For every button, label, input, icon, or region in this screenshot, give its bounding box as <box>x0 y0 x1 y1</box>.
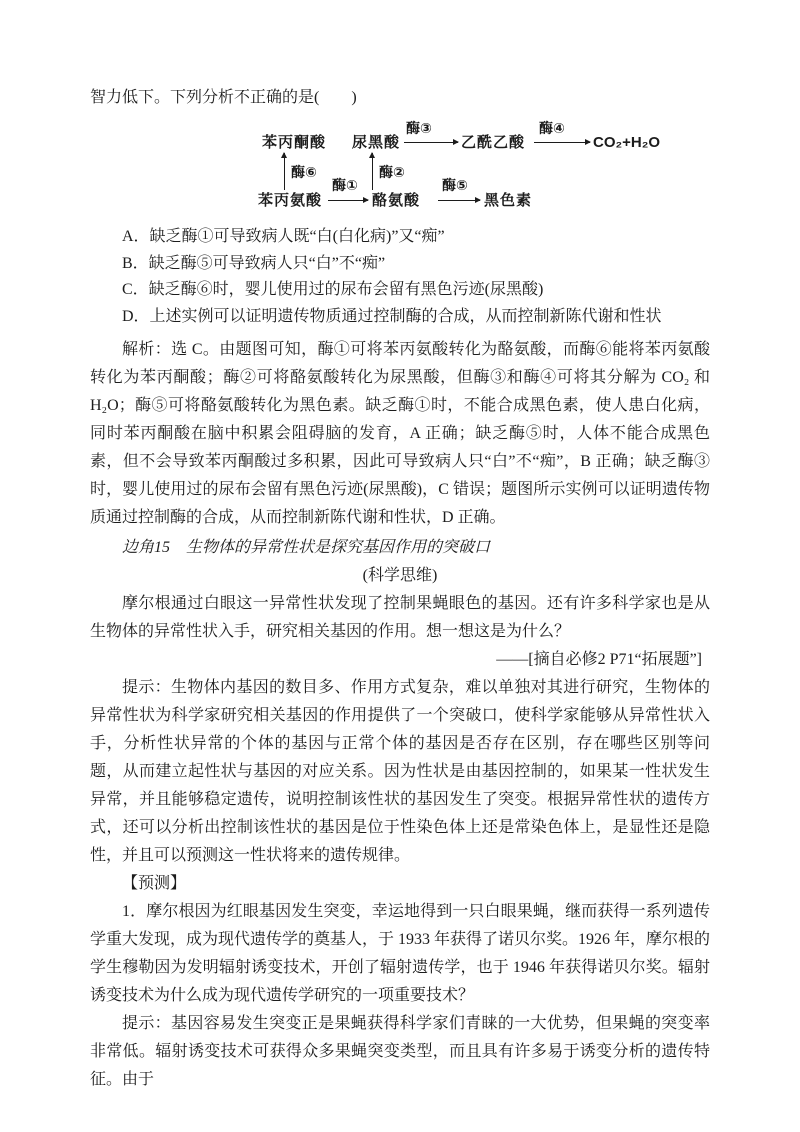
label-enzyme5: 酶⑤ <box>442 177 468 193</box>
option-c: C．缺乏酶⑥时，婴儿使用过的尿布会留有黑色污迹(尿黑酸) <box>122 281 544 298</box>
node-melanin: 黑色素 <box>484 192 533 209</box>
metabolic-pathway-diagram <box>258 120 678 214</box>
arrow-enzyme1-icon <box>328 200 368 201</box>
label-enzyme3: 酶③ <box>406 120 432 136</box>
prediction-tip-1: 提示：基因容易发生突变正是果蝇获得科学家们青睐的一大优势，但果蝇的突变率非常低。辐射诱变技术可获得众多果蝇突变类型，而且具有许多易于诱变分析的遗传特征。由于 <box>90 1015 710 1088</box>
node-co2-h2o: CO₂+H₂O <box>593 134 661 151</box>
node-acetoacetate: 乙酰乙酸 <box>461 134 526 151</box>
analysis-paragraph: 解析：选 C。由题图可知，酶①可将苯丙氨酸转化为酪氨酸，而酶⑥能将苯丙氨酸转化为苯丙酮酸；酶②可将酪氨酸转化为尿黑酸，但酶③和酶④可将其分解为 CO₂ 和 H₂O；酶⑤可将酪氨酸转化为黑色素。缺乏酶①时，不能合成黑色素，使人患白化病，同时苯丙酮酸在脑中积累会阻碍脑的发育，A 正确；缺乏酶⑤时，人体不能合成黑色素，但不会导致苯丙酮酸过多积累，因此可导致病人只“白”不“痴”，B 正确；缺乏酶③时，婴儿使用过的尿布会留有黑色污迹(尿黑酸)，C 错误；题图所示实例可以证明遗传物质通过控制酶的合成，从而控制新陈代谢和性状，D 正确。 <box>90 341 710 526</box>
arrow-enzyme4-icon <box>534 142 590 143</box>
arrow-enzyme3-icon <box>404 142 458 143</box>
node-phenylpyruvate: 苯丙酮酸 <box>262 134 327 151</box>
node-homogentisate: 尿黑酸 <box>352 134 401 151</box>
option-b: B．缺乏酶⑤可导致病人只“白”不“痴” <box>122 254 386 272</box>
corner-subheading: (科学思维) <box>362 567 438 584</box>
label-enzyme2: 酶② <box>379 164 405 180</box>
arrow-up-enzyme2-icon <box>372 153 373 190</box>
options-list <box>90 224 710 330</box>
corner-tip: 提示：生物体内基因的数目多、作用方式复杂，难以单独对其进行研究，生物体的异常性状为科学家研究相关基因的作用提供了一个突破口，使科学家能够从异常性状入手，分析性状异常的个体的基因与正常个体的基因是否存在区别，存在哪些区别等问题，从而建立起性状与基因的对应关系。因为性状是由基因控制的，如果某一性状发生异常，并且能够稳定遗传，说明控制该性状的基因发生了突变。根据异常性状的遗传方式，还可以分析出控制该性状的基因是位于性染色体上还是常染色体上，是显性还是隐性，并且可以预测这一性状将来的遗传规律。 <box>90 679 710 864</box>
option-d: D．上述实例可以证明遗传物质通过控制酶的合成，从而控制新陈代谢和性状 <box>122 307 662 325</box>
corner-paragraph: 摩尔根通过白眼这一异常性状发现了控制果蝇眼色的基因。还有许多科学家也是从生物体的异常性状入手，研究相关基因的作用。想一想这是为什么？ <box>90 595 710 640</box>
intro-line: 智力低下。下列分析不正确的是( ) <box>90 89 357 106</box>
option-a: A．缺乏酶①可导致病人既“白(白化病)”又“痴” <box>122 228 445 245</box>
prediction-question-1: 1．摩尔根因为红眼基因发生突变，幸运地得到一只白眼果蝇，继而获得一系列遗传学重大发现，成为现代遗传学的奠基人，于 1933 年获得了诺贝尔奖。1926 年，摩尔根的学生穆勒因为发明辐射诱变技术，开创了辐射遗传学，也于 1946 年获得诺贝尔奖。辐射诱变技术为什么成为现代遗传学研究的一项重要技术？ <box>90 903 711 1004</box>
node-tyrosine: 酪氨酸 <box>372 192 421 209</box>
arrow-up-enzyme6-icon <box>284 153 285 190</box>
corner-source: ——[摘自必修2 P71“拓展题”] <box>496 651 702 668</box>
arrow-enzyme5-icon <box>438 200 480 201</box>
node-phenylalanine: 苯丙氨酸 <box>258 192 323 209</box>
label-enzyme1: 酶① <box>332 177 358 193</box>
label-enzyme6: 酶⑥ <box>291 164 317 180</box>
corner-heading: 边角15 生物体的异常性状是探究基因作用的突破口 <box>122 539 491 556</box>
prediction-label: 【预测】 <box>122 875 187 892</box>
label-enzyme4: 酶④ <box>539 120 565 136</box>
